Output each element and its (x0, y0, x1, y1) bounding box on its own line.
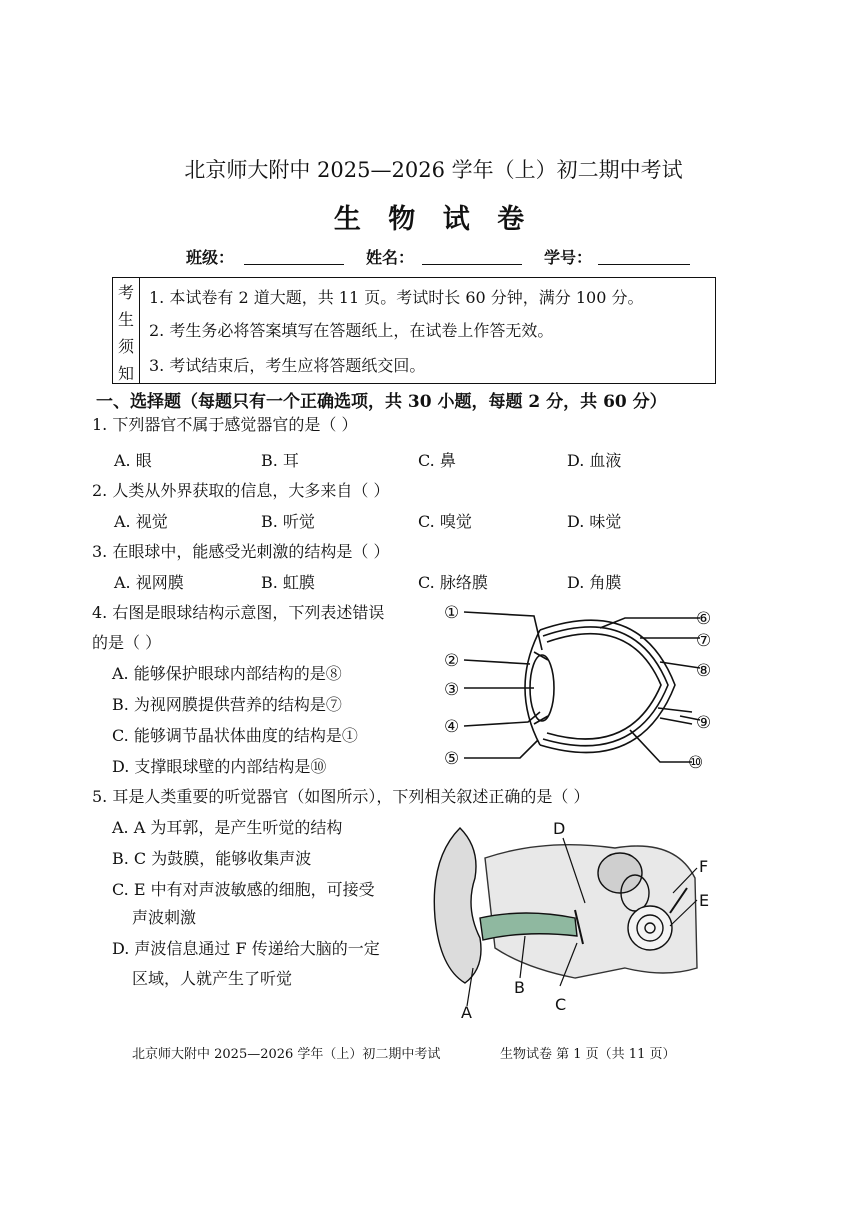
footer-exam-name: 北京师大附中 2025—2026 学年（上）初二期中考试 (132, 1047, 441, 1062)
footer-page-number: 生物试卷 第 1 页（共 11 页） (500, 1047, 676, 1062)
question-stem-continued: 的是（ ） (92, 633, 162, 652)
option-d: D. 血液 (567, 451, 622, 470)
semicircular-canals-shape (598, 853, 642, 893)
ear-label-a: A (461, 1003, 472, 1022)
iris-lines (534, 652, 548, 724)
ear-label-e: E (699, 891, 710, 910)
option-d-continued: 区域，人就产生了听觉 (132, 969, 293, 988)
question-stem: 2. 人类从外界获取的信息，大多来自（ ） (92, 481, 390, 500)
eye-label-3: ③ (444, 680, 460, 700)
option-a: A. A 为耳郭，是产生听觉的结构 (112, 818, 343, 837)
option-d: D. 支撑眼球壁的内部结构是⑩ (112, 757, 327, 776)
question-stem: 1. 下列器官不属于感觉器官的是（ ） (92, 415, 358, 434)
option-c: C. 能够调节晶状体曲度的结构是① (112, 726, 358, 745)
option-b: B. 耳 (261, 451, 299, 470)
exam-title: 北京师大附中 2025—2026 学年（上）初二期中考试 (184, 158, 683, 182)
option-b: B. 虹膜 (261, 573, 315, 592)
option-c: C. 鼻 (418, 451, 456, 470)
eye-structure-diagram (430, 600, 730, 780)
sclera-outline (540, 620, 675, 752)
question-stem: 3. 在眼球中，能感受光刺激的结构是（ ） (92, 542, 390, 561)
option-a: A. 眼 (114, 451, 152, 470)
notice-heading (113, 278, 140, 383)
eye-label-5: ⑤ (444, 749, 460, 769)
exam-notice-box (112, 277, 716, 384)
ear-label-d: D (553, 819, 566, 838)
exam-subject-title: 生 物 试 卷 (333, 204, 534, 235)
option-b: B. 听觉 (261, 512, 315, 531)
option-a: A. 视觉 (114, 512, 168, 531)
name-field-line (422, 264, 522, 265)
eye-label-8: ⑧ (696, 661, 712, 681)
ear-label-b: B (514, 978, 525, 997)
pinna-shape (434, 828, 481, 983)
section-title: 一、选择题（每题只有一个正确选项，共 30 小题，每题 2 分，共 60 分） (96, 392, 667, 412)
option-d: D. 声波信息通过 F 传递给大脑的一定 (112, 939, 380, 958)
notice-heading-char: 生 (117, 310, 134, 329)
option-c-continued: 声波刺激 (132, 908, 197, 927)
eye-label-7: ⑦ (696, 631, 712, 651)
class-label: 班级： (186, 248, 235, 267)
notice-item: 3. 考试结束后，考生应将答题纸交回。 (149, 356, 426, 375)
notice-heading-char: 考 (117, 283, 134, 302)
question-stem: 4. 右图是眼球结构示意图，下列表述错误 (92, 603, 385, 622)
eye-label-4: ④ (444, 717, 460, 737)
cochlea-shape (628, 906, 672, 950)
question-stem: 5. 耳是人类重要的听觉器官（如图所示），下列相关叙述正确的是（ ） (92, 787, 590, 806)
eye-label-1: ① (444, 603, 460, 623)
eye-label-6: ⑥ (696, 609, 712, 629)
notice-item: 2. 考生务必将答案填写在答题纸上，在试卷上作答无效。 (149, 321, 554, 340)
notice-heading-char: 须 (117, 337, 134, 356)
ear-label-c: C (555, 995, 567, 1014)
notice-heading-char: 知 (117, 364, 134, 383)
option-c: C. 嗅觉 (418, 512, 472, 531)
eye-label-10: ⑩ (688, 753, 704, 773)
name-label: 姓名： (366, 248, 415, 267)
class-field-line (244, 264, 344, 265)
ear-structure-diagram (425, 818, 725, 1023)
option-c: C. 脉络膜 (418, 573, 488, 592)
option-b: B. C 为鼓膜，能够收集声波 (112, 849, 312, 868)
notice-item: 1. 本试卷有 2 道大题，共 11 页。考试时长 60 分钟，满分 100 分。 (149, 288, 644, 307)
option-a: A. 视网膜 (114, 573, 184, 592)
option-a: A. 能够保护眼球内部结构的是⑧ (112, 664, 342, 683)
student-id-field-line (598, 264, 690, 265)
eye-label-9: ⑨ (696, 713, 712, 733)
option-c: C. E 中有对声波敏感的细胞，可接受 (112, 880, 375, 899)
option-d: D. 味觉 (567, 512, 622, 531)
option-d: D. 角膜 (567, 573, 622, 592)
ear-label-f: F (699, 857, 709, 876)
eye-label-2: ② (444, 651, 460, 671)
option-b: B. 为视网膜提供营养的结构是⑦ (112, 695, 342, 714)
student-id-label: 学号： (544, 248, 593, 267)
